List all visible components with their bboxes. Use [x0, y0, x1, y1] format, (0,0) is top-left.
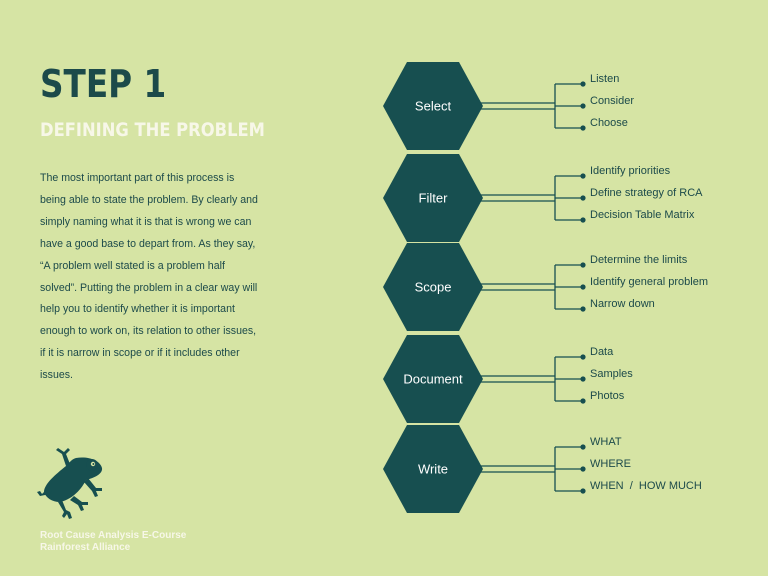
bullet-dot [580, 354, 585, 359]
bullet-dot [580, 398, 585, 403]
bullet-dot [580, 376, 585, 381]
bullet-dot [580, 284, 585, 289]
step-group-document [383, 335, 633, 423]
bullet-dot [580, 306, 585, 311]
bullet-dot [580, 195, 585, 200]
bullet-dot [580, 262, 585, 267]
connector-lines [479, 447, 583, 491]
step-group-scope [383, 243, 708, 331]
branch-item-label: WHAT [590, 436, 622, 448]
branch-item-label: Determine the limits [590, 254, 688, 266]
step-group-write [383, 425, 702, 513]
branch-item-label: Decision Table Matrix [590, 209, 695, 221]
hexagon-label: Document [403, 371, 463, 387]
description-paragraph: The most important part of this process is being able to state the problem. By clearly and simply naming what it is that is wrong we can have a good base to depart from. As they say, “A problem well stated is a problem half solved”. Putting the problem in a clear way will help you to identify whether it is important enough to work on, its relation to other issues, if it is narrow in scope or if it includes other issues. [40, 172, 258, 382]
bullet-dot [580, 217, 585, 222]
connector-lines [479, 357, 583, 401]
branch-item-label: Define strategy of RCA [590, 187, 703, 199]
step-subtitle: DEFINING THE PROBLEM [40, 119, 265, 141]
branch-item-label: Narrow down [590, 298, 655, 310]
hexagon-label: Scope [414, 279, 452, 295]
bullet-dot [580, 466, 585, 471]
branch-item-label: WHEN / HOW MUCH [590, 480, 702, 492]
connector-lines [479, 265, 583, 309]
bullet-dot [580, 125, 585, 130]
hexagon-label: Filter [418, 190, 448, 206]
hexagon-label: Select [414, 98, 452, 114]
footer-course: Root Cause Analysis E-Course [40, 530, 187, 541]
branch-item-label: Identify priorities [590, 165, 671, 177]
bullet-dot [580, 103, 585, 108]
branch-item-label: Choose [590, 117, 628, 129]
branch-item-label: Samples [590, 368, 633, 380]
branch-item-label: Photos [590, 390, 625, 402]
step-group-filter [383, 154, 703, 242]
bullet-dot [580, 488, 585, 493]
step-group-select [383, 62, 634, 150]
step-title: STEP 1 [40, 62, 167, 106]
bullet-dot [580, 173, 585, 178]
footer-organization: Rainforest Alliance [40, 542, 131, 553]
bullet-dot [580, 444, 585, 449]
connector-lines [479, 176, 583, 220]
branch-item-label: Identify general problem [590, 276, 709, 288]
connector-lines [479, 84, 583, 128]
branch-item-label: Data [590, 346, 614, 358]
bullet-dot [580, 81, 585, 86]
hexagon-label: Write [417, 461, 449, 477]
branch-item-label: WHERE [590, 458, 631, 470]
branch-item-label: Listen [590, 73, 620, 85]
branch-item-label: Consider [590, 95, 635, 107]
